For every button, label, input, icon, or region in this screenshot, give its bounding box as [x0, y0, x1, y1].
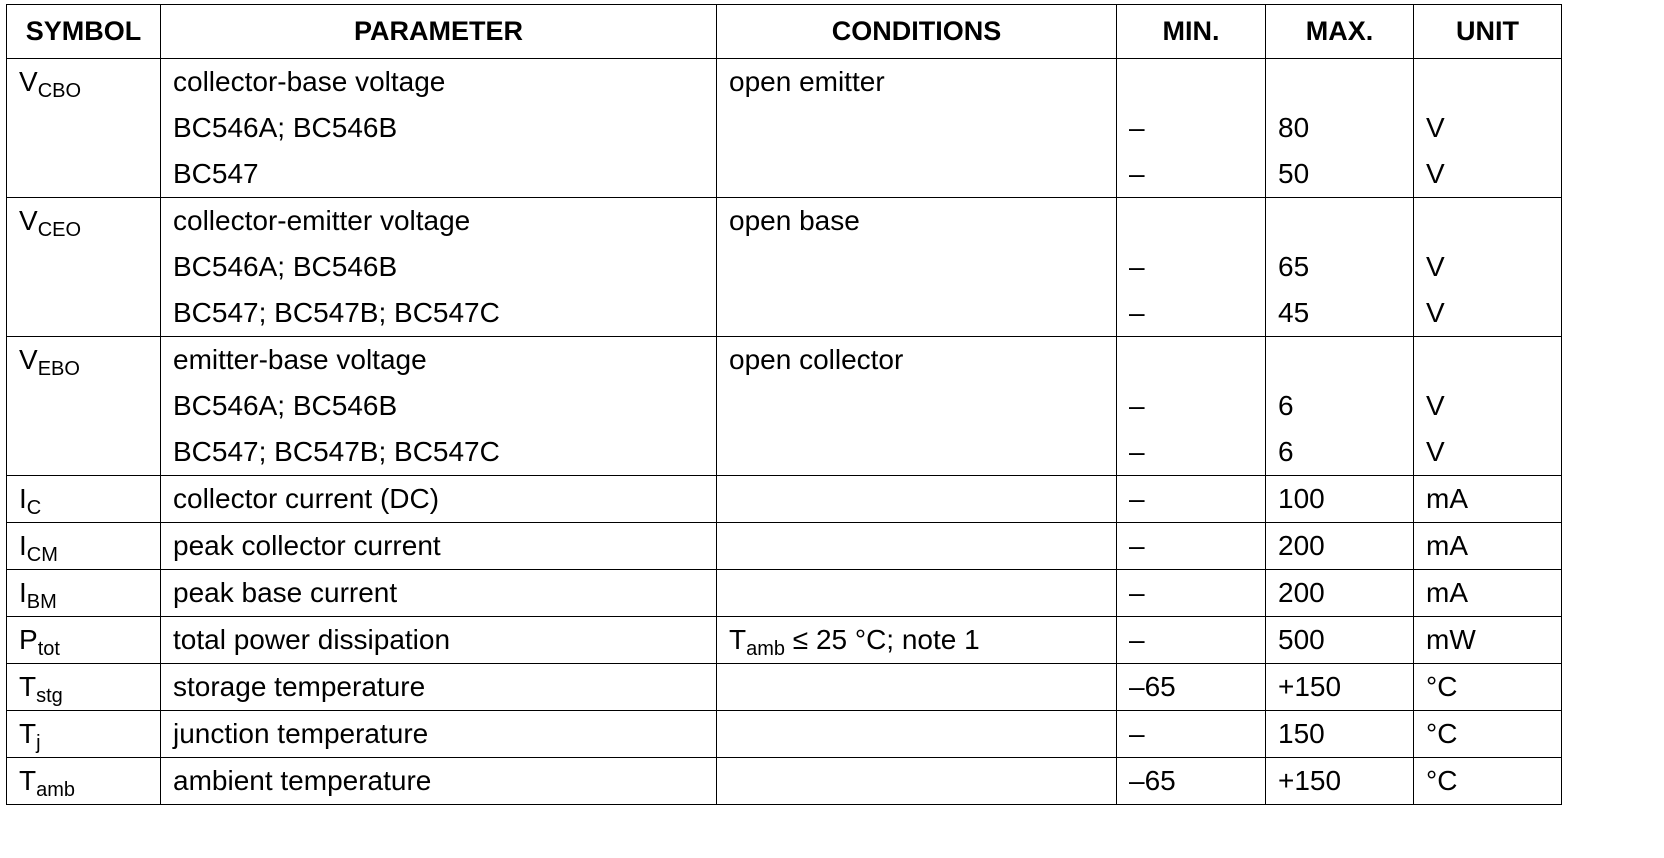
unit-value: °C — [1426, 671, 1458, 702]
max-value: +150 — [1278, 671, 1342, 702]
header-parameter: PARAMETER — [161, 5, 717, 59]
symbol-letter: T — [19, 718, 37, 749]
max-value: 500 — [1278, 624, 1325, 655]
min-cell — [1117, 664, 1266, 711]
min-cell — [1117, 523, 1266, 570]
unit-cell — [1414, 244, 1562, 290]
symbol-subscript: BM — [26, 591, 57, 613]
parameter-variant-cell — [161, 290, 717, 337]
table-row — [7, 59, 1562, 106]
variant-text: BC546A; BC546B — [173, 251, 398, 282]
max-value: 65 — [1278, 251, 1310, 282]
min-cell — [1117, 290, 1266, 337]
max-cell — [1266, 429, 1414, 476]
symbol-cell — [7, 198, 161, 245]
header-conditions: CONDITIONS — [717, 5, 1117, 59]
min-cell — [1117, 383, 1266, 429]
min-value: – — [1129, 390, 1145, 421]
table-row — [7, 711, 1562, 758]
parameter-text: collector-emitter voltage — [173, 205, 471, 236]
symbol-letter: T — [19, 671, 37, 702]
max-cell — [1266, 383, 1414, 429]
max-value: 45 — [1278, 297, 1310, 328]
parameter-cell — [161, 337, 717, 384]
symbol-cell — [7, 617, 161, 664]
unit-cell — [1414, 523, 1562, 570]
symbol-cell — [7, 758, 161, 805]
parameter-text: storage temperature — [173, 671, 426, 702]
max-value: 150 — [1278, 718, 1325, 749]
conditions-cell — [717, 337, 1117, 384]
min-cell — [1117, 337, 1266, 384]
table-subrow — [7, 290, 1562, 337]
condition-subscript: amb — [746, 638, 786, 660]
min-cell — [1117, 105, 1266, 151]
parameter-cell — [161, 664, 717, 711]
parameter-text: total power dissipation — [173, 624, 451, 655]
unit-cell — [1414, 59, 1562, 106]
max-cell — [1266, 617, 1414, 664]
symbol-cell — [7, 290, 161, 337]
parameter-variant-cell — [161, 105, 717, 151]
conditions-cell — [717, 758, 1117, 805]
min-value: – — [1129, 112, 1145, 143]
symbol-subscript: stg — [36, 685, 63, 707]
unit-cell — [1414, 476, 1562, 523]
symbol-letter: V — [19, 66, 38, 97]
max-value: 6 — [1278, 390, 1294, 421]
parameter-cell — [161, 711, 717, 758]
unit-cell — [1414, 105, 1562, 151]
unit-cell — [1414, 711, 1562, 758]
unit-value: V — [1426, 390, 1445, 421]
max-cell — [1266, 570, 1414, 617]
min-cell — [1117, 711, 1266, 758]
min-cell — [1117, 244, 1266, 290]
max-cell — [1266, 664, 1414, 711]
min-value: – — [1129, 483, 1145, 514]
min-value: – — [1129, 436, 1145, 467]
limiting-values-table — [6, 4, 1562, 805]
unit-value: °C — [1426, 765, 1458, 796]
condition-text: T — [729, 624, 747, 655]
symbol-letter: V — [19, 205, 38, 236]
parameter-variant-cell — [161, 151, 717, 198]
unit-cell — [1414, 617, 1562, 664]
symbol-letter: I — [19, 577, 27, 608]
unit-value: mA — [1426, 483, 1468, 514]
min-value: –65 — [1129, 765, 1176, 796]
min-value: – — [1129, 718, 1145, 749]
parameter-text: junction temperature — [173, 718, 429, 749]
parameter-text: emitter-base voltage — [173, 344, 427, 375]
symbol-subscript: amb — [36, 779, 76, 801]
max-value: 200 — [1278, 577, 1325, 608]
table-subrow — [7, 244, 1562, 290]
conditions-cell — [717, 151, 1117, 198]
table-body — [7, 59, 1562, 805]
parameter-cell — [161, 198, 717, 245]
parameter-cell — [161, 758, 717, 805]
conditions-cell — [717, 570, 1117, 617]
min-cell — [1117, 59, 1266, 106]
max-cell — [1266, 59, 1414, 106]
unit-value: V — [1426, 158, 1445, 189]
condition-rest: ≤ 25 °C; note 1 — [785, 624, 980, 655]
table-row — [7, 617, 1562, 664]
conditions-cell — [717, 476, 1117, 523]
min-value: – — [1129, 624, 1145, 655]
min-value: –65 — [1129, 671, 1176, 702]
table-row — [7, 570, 1562, 617]
conditions-cell — [717, 617, 1117, 664]
max-value: 100 — [1278, 483, 1325, 514]
unit-cell — [1414, 337, 1562, 384]
unit-value: mW — [1426, 624, 1476, 655]
header-row — [7, 5, 1562, 59]
min-value: – — [1129, 158, 1145, 189]
min-value: – — [1129, 297, 1145, 328]
symbol-subscript: tot — [37, 638, 60, 660]
max-value: 200 — [1278, 530, 1325, 561]
conditions-cell — [717, 711, 1117, 758]
symbol-cell — [7, 244, 161, 290]
unit-value: V — [1426, 297, 1445, 328]
symbol-cell — [7, 151, 161, 198]
conditions-cell — [717, 59, 1117, 106]
max-value: 50 — [1278, 158, 1310, 189]
max-cell — [1266, 523, 1414, 570]
variant-text: BC546A; BC546B — [173, 390, 398, 421]
unit-value: V — [1426, 436, 1445, 467]
min-cell — [1117, 198, 1266, 245]
condition-text: open collector — [729, 344, 904, 375]
table-row — [7, 198, 1562, 245]
symbol-cell — [7, 711, 161, 758]
symbol-subscript: CBO — [37, 80, 82, 102]
condition-text: open base — [729, 205, 860, 236]
unit-value: V — [1426, 251, 1445, 282]
min-value: – — [1129, 577, 1145, 608]
min-cell — [1117, 429, 1266, 476]
parameter-cell — [161, 617, 717, 664]
symbol-subscript: CEO — [37, 219, 82, 241]
table-row — [7, 337, 1562, 384]
table-subrow — [7, 429, 1562, 476]
max-cell — [1266, 476, 1414, 523]
symbol-cell — [7, 523, 161, 570]
parameter-variant-cell — [161, 383, 717, 429]
min-cell — [1117, 617, 1266, 664]
unit-cell — [1414, 383, 1562, 429]
conditions-cell — [717, 105, 1117, 151]
min-cell — [1117, 758, 1266, 805]
symbol-cell — [7, 337, 161, 384]
parameter-variant-cell — [161, 244, 717, 290]
max-cell — [1266, 290, 1414, 337]
max-cell — [1266, 711, 1414, 758]
parameter-text: peak base current — [173, 577, 398, 608]
max-value: +150 — [1278, 765, 1342, 796]
min-cell — [1117, 151, 1266, 198]
unit-cell — [1414, 198, 1562, 245]
header-symbol: SYMBOL — [7, 5, 161, 59]
unit-value: mA — [1426, 577, 1468, 608]
table-row — [7, 523, 1562, 570]
symbol-cell — [7, 570, 161, 617]
symbol-cell — [7, 664, 161, 711]
max-cell — [1266, 105, 1414, 151]
unit-value: V — [1426, 112, 1445, 143]
unit-cell — [1414, 429, 1562, 476]
symbol-subscript: EBO — [37, 358, 80, 380]
unit-cell — [1414, 758, 1562, 805]
parameter-text: collector-base voltage — [173, 66, 446, 97]
symbol-cell — [7, 59, 161, 106]
min-value: – — [1129, 251, 1145, 282]
parameter-text: collector current (DC) — [173, 483, 440, 514]
symbol-letter: T — [19, 765, 37, 796]
parameter-cell — [161, 523, 717, 570]
max-cell — [1266, 244, 1414, 290]
symbol-letter: V — [19, 344, 38, 375]
symbol-subscript: C — [26, 497, 42, 519]
conditions-cell — [717, 429, 1117, 476]
condition-text: open emitter — [729, 66, 885, 97]
variant-text: BC547 — [173, 158, 259, 189]
table-subrow — [7, 151, 1562, 198]
max-cell — [1266, 151, 1414, 198]
max-cell — [1266, 337, 1414, 384]
unit-cell — [1414, 664, 1562, 711]
parameter-cell — [161, 476, 717, 523]
min-value: – — [1129, 530, 1145, 561]
max-cell — [1266, 198, 1414, 245]
unit-value: °C — [1426, 718, 1458, 749]
table-subrow — [7, 383, 1562, 429]
max-cell — [1266, 758, 1414, 805]
symbol-cell — [7, 383, 161, 429]
table-row — [7, 664, 1562, 711]
symbol-cell — [7, 429, 161, 476]
table-row — [7, 758, 1562, 805]
symbol-letter: P — [19, 624, 38, 655]
unit-cell — [1414, 290, 1562, 337]
conditions-cell — [717, 523, 1117, 570]
symbol-letter: I — [19, 483, 27, 514]
header-unit: UNIT — [1414, 5, 1562, 59]
parameter-text: peak collector current — [173, 530, 441, 561]
symbol-subscript: j — [36, 732, 41, 754]
unit-cell — [1414, 151, 1562, 198]
symbol-letter: I — [19, 530, 27, 561]
symbol-cell — [7, 105, 161, 151]
conditions-cell — [717, 290, 1117, 337]
conditions-cell — [717, 244, 1117, 290]
parameter-cell — [161, 570, 717, 617]
conditions-cell — [717, 198, 1117, 245]
symbol-subscript: CM — [26, 544, 58, 566]
table-row — [7, 476, 1562, 523]
variant-text: BC547; BC547B; BC547C — [173, 436, 500, 467]
min-cell — [1117, 570, 1266, 617]
parameter-text: ambient temperature — [173, 765, 432, 796]
header-max: MAX. — [1266, 5, 1414, 59]
max-value: 80 — [1278, 112, 1310, 143]
parameter-cell — [161, 59, 717, 106]
unit-value: mA — [1426, 530, 1468, 561]
unit-cell — [1414, 570, 1562, 617]
header-min: MIN. — [1117, 5, 1266, 59]
conditions-cell — [717, 664, 1117, 711]
max-value: 6 — [1278, 436, 1294, 467]
table-subrow — [7, 105, 1562, 151]
parameter-variant-cell — [161, 429, 717, 476]
variant-text: BC547; BC547B; BC547C — [173, 297, 500, 328]
variant-text: BC546A; BC546B — [173, 112, 398, 143]
min-cell — [1117, 476, 1266, 523]
symbol-cell — [7, 476, 161, 523]
conditions-cell — [717, 383, 1117, 429]
